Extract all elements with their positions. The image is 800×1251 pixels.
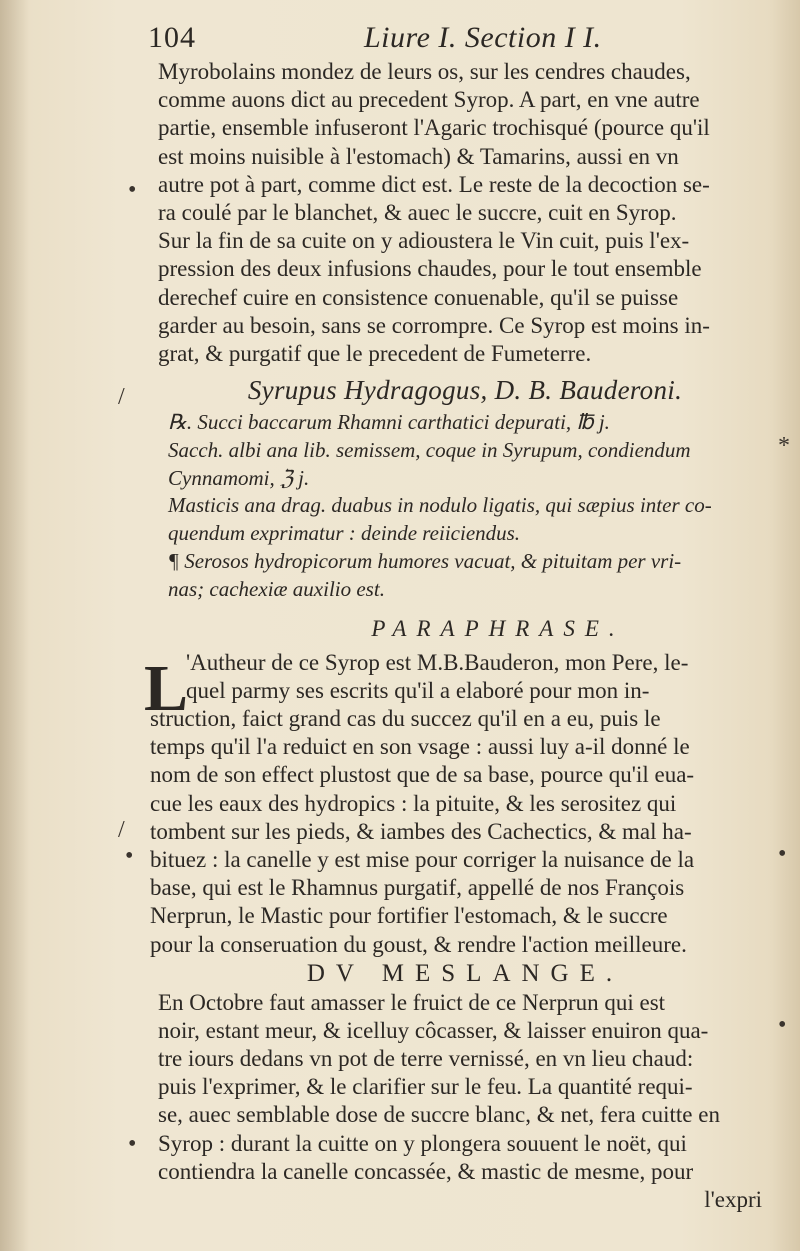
margin-slash-mark: / xyxy=(118,817,125,843)
margin-dot-mark: • xyxy=(128,177,137,203)
text-line: bituez : la canelle y est mise pour corriger la nuisance de la xyxy=(150,846,695,872)
margin-asterisk-mark: * xyxy=(778,433,790,459)
paraphrase-paragraph xyxy=(144,649,780,959)
text-line: 'Autheur de ce Syrop est M.B.Bauderon, mon Pere, le- xyxy=(186,649,689,675)
text-line: Sur la fin de sa cuite on y adioustera le Vin cuit, puis l'ex- xyxy=(158,228,690,254)
text-line: contiendra la canelle concassée, & mastic de mesme, pour xyxy=(158,1158,694,1184)
margin-slash-mark: / xyxy=(118,384,125,410)
drop-cap: L xyxy=(144,651,189,725)
text-line: struction, faict grand cas du succez qu'il en a eu, puis le xyxy=(150,706,661,732)
latin-line: ¶ Serosos hydropicorum humores vacuat, & pituitam per vri- xyxy=(168,549,682,574)
text-line: cue les eaux des hydropics : la pituite, & les serositez qui xyxy=(150,790,677,816)
running-head xyxy=(150,18,780,58)
latin-line: Sacch. albi ana lib. semissem, coque in Syrupum, condiendum xyxy=(168,437,691,462)
recipe-title: Syrupus Hydragogus, D. B. Bauderoni. xyxy=(247,375,683,406)
margin-dot-mark: • xyxy=(778,1012,787,1038)
opening-paragraph xyxy=(150,58,780,368)
meslange-paragraph xyxy=(150,989,780,1215)
text-line: Syrop : durant la cuitte on y plongera souuent le noët, qui xyxy=(158,1130,687,1156)
latin-line: Masticis ana drag. duabus in nodulo ligatis, qui sæpius inter co- xyxy=(168,493,712,518)
text-line: tre iours dedans vn pot de terre vernissé, en vn lieu chaud: xyxy=(158,1046,694,1072)
text-line: Nerprun, le Mastic pour fortifier l'estomach, & le succre xyxy=(150,903,668,929)
text-line: partie, ensemble infuseront l'Agaric trochisqué (pource qu'il xyxy=(158,115,710,141)
text-line: pour la conseruation du goust, & rendre l'action meilleure. xyxy=(150,931,687,957)
text-line: garder au besoin, sans se corrompre. Ce Syrop est moins in- xyxy=(158,312,710,338)
catchword: l'expri xyxy=(704,1187,762,1213)
page-number: 104 xyxy=(148,21,196,54)
meslange-heading: DV MESLANGE. xyxy=(306,959,624,987)
text-line: autre pot à part, comme dict est. Le reste de la decoction se- xyxy=(158,171,710,197)
latin-line: ℞. Succi baccarum Rhamni carthatici depurati, ℔ j. xyxy=(168,410,610,435)
text-line: derechef cuire en consistence conuenable, qu'il se puisse xyxy=(158,284,679,310)
latin-line: nas; cachexiæ auxilio est. xyxy=(168,576,385,601)
page-content xyxy=(144,18,780,1214)
text-line: tombent sur les pieds, & iambes des Cachectics, & mal ha- xyxy=(150,818,692,844)
latin-line: quendum exprimatur : deinde reiiciendus. xyxy=(168,521,521,546)
margin-dot-mark: • xyxy=(778,841,787,867)
text-line: Myrobolains mondez de leurs os, sur les cendres chaudes, xyxy=(158,59,691,84)
latin-line: Cynnamomi, ℨ j. xyxy=(168,465,310,490)
latin-recipe xyxy=(150,409,780,604)
paraphrase-heading: PARAPHRASE. xyxy=(371,615,625,641)
text-line: temps qu'il l'a reduict en son vsage : aussi luy a-il donné le xyxy=(150,734,690,760)
text-line: ra coulé par le blanchet, & auec le succre, cuit en Syrop. xyxy=(158,199,677,225)
text-line: noir, estant meur, & icelluy côcasser, & laisser enuiron qua- xyxy=(158,1017,709,1043)
text-line: comme auons dict au precedent Syrop. A part, en vne autre xyxy=(158,87,700,113)
text-line: pression des deux infusions chaudes, pour le tout ensemble xyxy=(158,256,702,282)
text-line: puis l'exprimer, & le clarifier sur le feu. La quantité requi- xyxy=(158,1074,693,1100)
text-line: se, auec semblable dose de succre blanc, & net, fera cuitte en xyxy=(158,1102,720,1128)
margin-dot-mark: • xyxy=(128,1131,137,1157)
text-line: nom de son effect plustost que de sa base, pource qu'il eua- xyxy=(150,762,695,788)
running-title: Liure I. Section I I. xyxy=(364,21,602,54)
text-line: est moins nuisible à l'estomach) & Tamarins, aussi en vn xyxy=(158,143,679,169)
text-line: quel parmy ses escrits qu'il a elaboré pour mon in- xyxy=(186,677,650,703)
text-line: base, qui est le Rhamnus purgatif, appellé de nos François xyxy=(150,875,685,901)
text-line: En Octobre faut amasser le fruict de ce Nerprun qui est xyxy=(158,989,666,1015)
book-spine-shadow xyxy=(0,0,30,1251)
margin-dot-mark: • xyxy=(125,843,134,869)
text-line: grat, & purgatif que le precedent de Fumeterre. xyxy=(158,340,592,366)
